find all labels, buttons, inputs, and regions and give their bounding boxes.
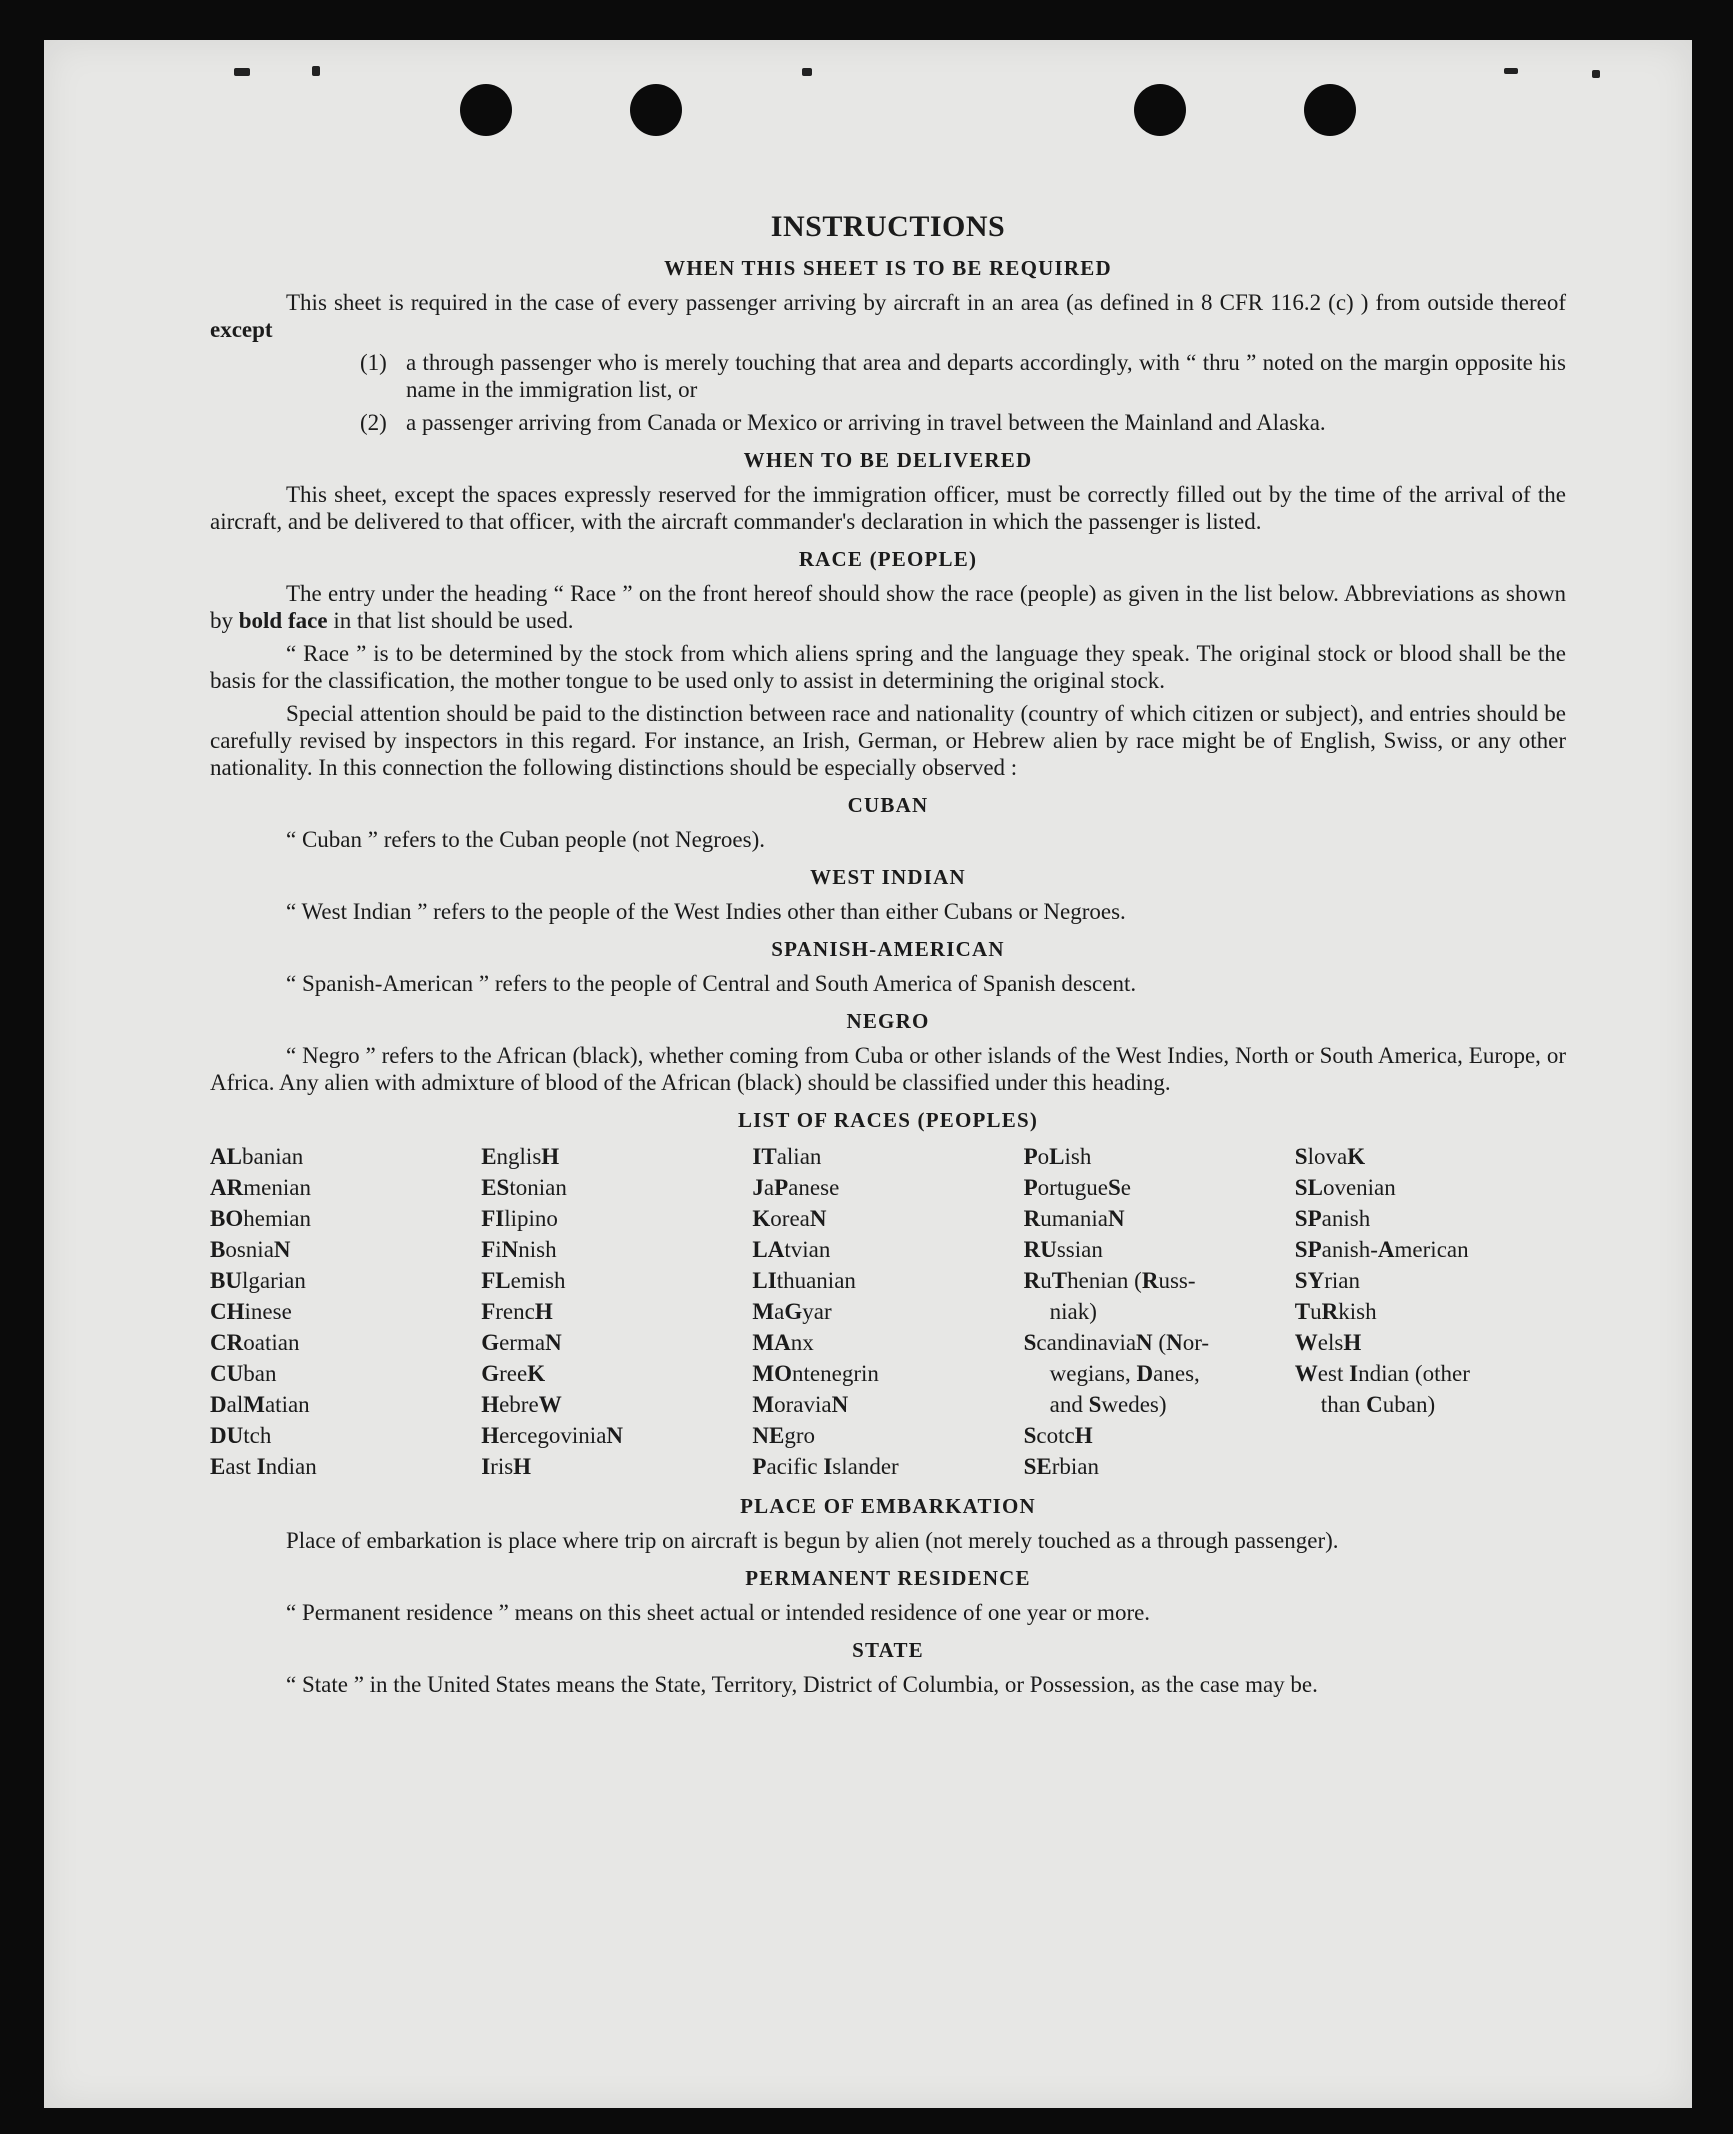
race-column: [752, 1141, 1023, 1482]
race-entry: BUlgarian: [210, 1268, 306, 1293]
section-heading-residence: PERMANENT RESIDENCE: [745, 1566, 1031, 1590]
race-entry: SLovenian: [1294, 1175, 1396, 1200]
section-heading-negro: NEGRO: [846, 1009, 930, 1033]
race-column: [1024, 1141, 1295, 1482]
race-entry: LAtvian: [752, 1237, 831, 1262]
race-entry: CUban: [210, 1361, 277, 1386]
race-entry: FLemish: [481, 1268, 566, 1293]
race-entry: CRoatian: [210, 1330, 300, 1355]
race-entry: MaGyar: [752, 1299, 832, 1324]
race-entry: IrisH: [481, 1454, 532, 1479]
west-indian-definition: “ West Indian ” refers to the people of the West Indies other than either Cubans or Negroes.: [286, 899, 1126, 924]
section-heading-west-indian: WEST INDIAN: [810, 865, 966, 889]
speck: [802, 68, 812, 76]
race-entry: ALbanian: [210, 1144, 304, 1169]
race-column: [210, 1141, 481, 1482]
race-entry-continued: wegians, Danes,: [1049, 1361, 1200, 1386]
speck: [1592, 70, 1600, 78]
race-entry: ScandinaviaN (Nor-: [1023, 1330, 1210, 1355]
section-heading-delivered: WHEN TO BE DELIVERED: [743, 448, 1033, 472]
instructions-content: [210, 170, 1566, 1704]
section-heading-required: WHEN THIS SHEET IS TO BE REQUIRED: [664, 256, 1112, 280]
section-heading-cuban: CUBAN: [847, 793, 929, 817]
race-entry: SPanish: [1294, 1206, 1371, 1231]
required-intro: This sheet is required in the case of every passenger arriving by aircraft in an area (as defined in 8 CFR 116.2 (c) ) from outside thereof except: [210, 290, 1566, 342]
negro-definition: “ Negro ” refers to the African (black), whether coming from Cuba or other islands of the West Indies, North or South America, Europe, or Africa. Any alien with admixture of blood of the African (black) should be classified under this heading.: [210, 1043, 1566, 1095]
race-entry: Pacific Islander: [752, 1454, 899, 1479]
document-page: [44, 40, 1692, 2108]
race-entry-continued: and Swedes): [1049, 1392, 1167, 1417]
list-item: (1) a through passenger who is merely touching that area and departs accordingly, with “ thru ” noted on the margin opposite his name in the immigration list, or: [360, 350, 1566, 402]
race-entry: RumaniaN: [1023, 1206, 1125, 1231]
embarkation-text: Place of embarkation is place where trip on aircraft is begun by alien (not merely touched as a through passenger).: [286, 1528, 1339, 1553]
speck: [234, 68, 250, 76]
race-paragraph-2: “ Race ” is to be determined by the stock from which aliens spring and the language they speak. The original stock or blood shall be the basis for the classification, the mother tongue to be used only to assist in determining the original stock.: [210, 641, 1566, 693]
race-entry: FIlipino: [481, 1206, 558, 1231]
race-paragraph-3: Special attention should be paid to the distinction between race and nationality (country of which citizen or subject), and entries should be carefully revised by inspectors in this regard. For instance, an Irish, German, or Hebrew alien by race might be of English, Swiss, or any other nationality. In this connection the following distinctions should be especially observed :: [210, 701, 1566, 780]
race-entry: PoLish: [1023, 1144, 1092, 1169]
state-definition: “ State ” in the United States means the State, Territory, District of Columbia, or Possession, as the case may be.: [286, 1672, 1318, 1697]
race-entry: SlovaK: [1294, 1144, 1366, 1169]
race-entry: BOhemian: [210, 1206, 311, 1231]
section-heading-races: LIST OF RACES (PEOPLES): [737, 1108, 1039, 1132]
section-heading-state: STATE: [852, 1638, 924, 1662]
race-entry: RuThenian (Russ-: [1023, 1268, 1196, 1293]
race-entry: DUtch: [210, 1423, 272, 1448]
race-entry: FiNnish: [481, 1237, 557, 1262]
race-entry: SErbian: [1023, 1454, 1100, 1479]
race-entry: TuRkish: [1294, 1299, 1377, 1324]
race-entry: HebreW: [481, 1392, 562, 1417]
list-item: (2) a passenger arriving from Canada or Mexico or arriving in travel between the Mainland and Alaska.: [360, 410, 1326, 435]
race-entry: East Indian: [210, 1454, 317, 1479]
residence-definition: “ Permanent residence ” means on this sheet actual or intended residence of one year or more.: [286, 1600, 1151, 1625]
race-entry: MOntenegrin: [752, 1361, 879, 1386]
race-entry: KoreaN: [752, 1206, 827, 1231]
page-title: INSTRUCTIONS: [770, 210, 1006, 243]
race-entry: ScotcH: [1023, 1423, 1093, 1448]
race-entry: RUssian: [1023, 1237, 1103, 1262]
race-entry: SYrian: [1294, 1268, 1360, 1293]
race-entry-continued: niak): [1049, 1299, 1097, 1324]
race-entry: EStonian: [481, 1175, 567, 1200]
race-entry: NEgro: [752, 1423, 816, 1448]
race-entry: BosniaN: [210, 1237, 291, 1262]
race-entry: HercegoviniaN: [481, 1423, 624, 1448]
punch-hole: [460, 84, 512, 136]
race-entry: FrencH: [481, 1299, 553, 1324]
punch-hole: [1134, 84, 1186, 136]
section-heading-embarkation: PLACE OF EMBARKATION: [740, 1494, 1036, 1518]
race-entry: GreeK: [481, 1361, 546, 1386]
race-column: [481, 1141, 752, 1482]
section-heading-race: RACE (PEOPLE): [798, 547, 978, 571]
race-entry: GermaN: [481, 1330, 562, 1355]
speck: [1504, 68, 1518, 74]
delivered-text: This sheet, except the spaces expressly reserved for the immigration officer, must be correctly filled out by the time of the arrival of the aircraft, and be delivered to that officer, with the aircraft commander's declaration in which the passenger is listed.: [210, 482, 1566, 534]
spanish-american-definition: “ Spanish-American ” refers to the people of Central and South America of Spanish descent.: [286, 971, 1137, 996]
section-heading-spanish-american: SPANISH-AMERICAN: [771, 937, 1005, 961]
race-entry: ARmenian: [210, 1175, 311, 1200]
race-entry: EnglisH: [481, 1144, 560, 1169]
race-column: [1295, 1141, 1566, 1482]
race-entry: MAnx: [752, 1330, 814, 1355]
race-entry: LIthuanian: [752, 1268, 856, 1293]
punch-hole: [630, 84, 682, 136]
race-entry: JaPanese: [752, 1175, 840, 1200]
race-entry: ITalian: [752, 1144, 822, 1169]
race-paragraph-1: The entry under the heading “ Race ” on the front hereof should show the race (people) as given in the list below. Abbreviations as shown by bold face in that list should be used.: [210, 581, 1566, 633]
race-entry: CHinese: [210, 1299, 292, 1324]
race-entry: West Indian (other: [1294, 1361, 1470, 1386]
cuban-definition: “ Cuban ” refers to the Cuban people (not Negroes).: [286, 827, 766, 852]
punch-hole: [1304, 84, 1356, 136]
race-entry: PortugueSe: [1023, 1175, 1131, 1200]
race-entry: DalMatian: [210, 1392, 310, 1417]
race-entry: WelsH: [1294, 1330, 1362, 1355]
race-entry: MoraviaN: [752, 1392, 849, 1417]
speck: [312, 66, 320, 76]
race-entry: SPanish-American: [1294, 1237, 1469, 1262]
race-list: [210, 1141, 1566, 1482]
race-entry-continued: than Cuban): [1320, 1392, 1436, 1417]
